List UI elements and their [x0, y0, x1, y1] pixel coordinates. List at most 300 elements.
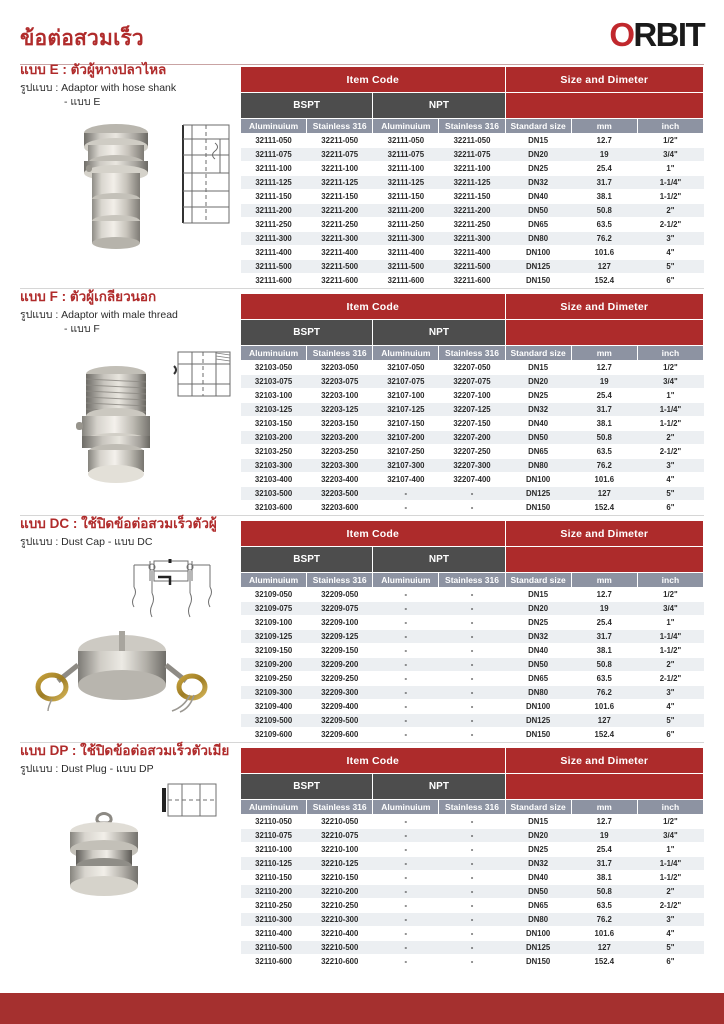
cell-inch: 1-1/2" — [637, 871, 703, 885]
header-size-and-dimeter: Size and Dimeter — [505, 67, 703, 93]
cell-npt-stainless: 32207-075 — [439, 375, 505, 389]
spec-table-head — [241, 521, 704, 588]
cell-npt-stainless: - — [439, 857, 505, 871]
cell-npt-stainless: - — [439, 815, 505, 829]
header-mm: mm — [571, 573, 637, 588]
cell-bspt-aluminium: 32111-600 — [241, 274, 307, 288]
cell-npt-stainless: - — [439, 501, 505, 515]
cell-standard-size: DN150 — [505, 955, 571, 969]
cell-standard-size: DN15 — [505, 815, 571, 829]
table-row — [241, 644, 704, 658]
cell-standard-size: DN50 — [505, 204, 571, 218]
cell-npt-stainless: 32211-125 — [439, 176, 505, 190]
cell-npt-stainless: 32207-300 — [439, 459, 505, 473]
page-title: ข้อต่อสวมเร็ว — [20, 27, 144, 50]
spec-table-body — [241, 588, 704, 742]
cell-npt-aluminium: - — [373, 955, 439, 969]
cell-inch: 2-1/2" — [637, 445, 703, 459]
header-size-filler — [505, 320, 703, 346]
cell-standard-size: DN20 — [505, 148, 571, 162]
cell-bspt-stainless: 32211-600 — [307, 274, 373, 288]
cell-npt-stainless: - — [439, 644, 505, 658]
section-subtitle-line1: รูปแบบ : Adaptor with hose shank — [20, 81, 177, 94]
cell-npt-stainless: - — [439, 630, 505, 644]
cell-npt-aluminium: 32111-100 — [373, 162, 439, 176]
cell-bspt-aluminium: 32111-075 — [241, 148, 307, 162]
header-row-columns — [241, 800, 704, 815]
cell-bspt-aluminium: 32109-400 — [241, 700, 307, 714]
cell-bspt-aluminium: 32110-500 — [241, 941, 307, 955]
cell-npt-aluminium: - — [373, 644, 439, 658]
header-row-columns — [241, 573, 704, 588]
cell-bspt-stainless: 32203-100 — [307, 389, 373, 403]
cell-npt-aluminium: 32111-300 — [373, 232, 439, 246]
spec-table — [240, 520, 704, 742]
header-npt-aluminium: Aluminuium — [373, 346, 439, 361]
cell-inch: 6" — [637, 501, 703, 515]
spec-table-body — [241, 134, 704, 288]
cell-bspt-stainless: 32209-200 — [307, 658, 373, 672]
cell-inch: 1-1/4" — [637, 857, 703, 871]
cell-inch: 4" — [637, 473, 703, 487]
cell-npt-stainless: - — [439, 728, 505, 742]
cell-bspt-stainless: 32203-125 — [307, 403, 373, 417]
cell-bspt-stainless: 32210-100 — [307, 843, 373, 857]
cell-bspt-aluminium: 32111-150 — [241, 190, 307, 204]
cell-inch: 2-1/2" — [637, 218, 703, 232]
section-title: แบบ F : ตัวผู้เกลียวนอก — [20, 289, 157, 304]
table-row — [241, 148, 704, 162]
cell-inch: 6" — [637, 728, 703, 742]
cell-mm: 38.1 — [571, 871, 637, 885]
cell-npt-stainless: 32207-125 — [439, 403, 505, 417]
cell-bspt-aluminium: 32110-125 — [241, 857, 307, 871]
cell-standard-size: DN80 — [505, 459, 571, 473]
cell-bspt-stainless: 32210-125 — [307, 857, 373, 871]
cell-npt-aluminium: 32107-300 — [373, 459, 439, 473]
header-size-and-dimeter: Size and Dimeter — [505, 748, 703, 774]
cell-bspt-aluminium: 32103-125 — [241, 403, 307, 417]
cell-mm: 19 — [571, 148, 637, 162]
cell-inch: 5" — [637, 941, 703, 955]
cell-mm: 25.4 — [571, 389, 637, 403]
cell-standard-size: DN80 — [505, 232, 571, 246]
cell-npt-aluminium: 32107-250 — [373, 445, 439, 459]
header-npt: NPT — [373, 93, 505, 119]
cell-mm: 76.2 — [571, 459, 637, 473]
table-row — [241, 728, 704, 742]
cell-npt-stainless: 32211-100 — [439, 162, 505, 176]
cell-standard-size: DN100 — [505, 927, 571, 941]
cell-inch: 1-1/4" — [637, 403, 703, 417]
cell-standard-size: DN25 — [505, 389, 571, 403]
cell-inch: 3" — [637, 686, 703, 700]
cell-bspt-aluminium: 32103-300 — [241, 459, 307, 473]
header-size-filler — [505, 93, 703, 119]
cell-npt-stainless: - — [439, 672, 505, 686]
cell-mm: 19 — [571, 375, 637, 389]
section-subtitle — [20, 81, 232, 109]
cell-bspt-aluminium: 32109-300 — [241, 686, 307, 700]
cell-npt-aluminium: 32111-200 — [373, 204, 439, 218]
cell-bspt-stainless: 32209-600 — [307, 728, 373, 742]
cell-inch: 2" — [637, 885, 703, 899]
header-mm: mm — [571, 119, 637, 134]
cell-mm: 31.7 — [571, 857, 637, 871]
cell-bspt-stainless: 32209-300 — [307, 686, 373, 700]
cell-bspt-aluminium: 32111-300 — [241, 232, 307, 246]
cell-standard-size: DN15 — [505, 134, 571, 148]
cell-bspt-stainless: 32210-250 — [307, 899, 373, 913]
header-size-filler — [505, 547, 703, 573]
table-row — [241, 658, 704, 672]
cell-standard-size: DN32 — [505, 403, 571, 417]
cell-bspt-stainless: 32209-400 — [307, 700, 373, 714]
cell-standard-size: DN15 — [505, 588, 571, 602]
cell-npt-aluminium: - — [373, 487, 439, 501]
cell-standard-size: DN65 — [505, 672, 571, 686]
cell-npt-aluminium: - — [373, 728, 439, 742]
cell-npt-stainless: - — [439, 955, 505, 969]
spec-table-column — [240, 289, 704, 515]
cell-bspt-aluminium: 32110-600 — [241, 955, 307, 969]
table-row — [241, 885, 704, 899]
cell-inch: 1" — [637, 162, 703, 176]
cell-npt-stainless: 32207-050 — [439, 361, 505, 375]
cell-standard-size: DN25 — [505, 162, 571, 176]
product-artwork — [20, 555, 232, 731]
cell-inch: 1/2" — [637, 361, 703, 375]
header-npt: NPT — [373, 320, 505, 346]
cell-bspt-aluminium: 32103-050 — [241, 361, 307, 375]
cell-bspt-aluminium: 32109-050 — [241, 588, 307, 602]
section-subtitle-line1: รูปแบบ : Dust Plug - แบบ DP — [20, 762, 154, 775]
cell-npt-stainless: - — [439, 686, 505, 700]
cell-bspt-stainless: 32211-050 — [307, 134, 373, 148]
cell-npt-aluminium: 32107-050 — [373, 361, 439, 375]
cell-npt-aluminium: 32107-100 — [373, 389, 439, 403]
cell-npt-aluminium: - — [373, 630, 439, 644]
table-row — [241, 714, 704, 728]
section-info-column — [20, 289, 232, 515]
cell-standard-size: DN65 — [505, 218, 571, 232]
table-row — [241, 246, 704, 260]
cell-inch: 6" — [637, 955, 703, 969]
cell-npt-aluminium: - — [373, 857, 439, 871]
cell-bspt-stainless: 32211-200 — [307, 204, 373, 218]
cell-standard-size: DN100 — [505, 473, 571, 487]
header-mm: mm — [571, 800, 637, 815]
cell-mm: 101.6 — [571, 927, 637, 941]
cell-standard-size: DN40 — [505, 871, 571, 885]
cell-bspt-aluminium: 32103-200 — [241, 431, 307, 445]
header-item-code: Item Code — [241, 521, 506, 547]
cell-npt-aluminium: 32107-400 — [373, 473, 439, 487]
cell-npt-aluminium: 32111-075 — [373, 148, 439, 162]
spec-table-head — [241, 748, 704, 815]
cell-npt-stainless: 32207-250 — [439, 445, 505, 459]
cell-standard-size: DN40 — [505, 417, 571, 431]
table-row — [241, 204, 704, 218]
table-row — [241, 134, 704, 148]
cell-mm: 76.2 — [571, 232, 637, 246]
header-bspt: BSPT — [241, 320, 373, 346]
cell-bspt-aluminium: 32110-075 — [241, 829, 307, 843]
cell-npt-aluminium: - — [373, 588, 439, 602]
cell-mm: 12.7 — [571, 361, 637, 375]
cell-bspt-aluminium: 32109-100 — [241, 616, 307, 630]
cell-bspt-stainless: 32210-400 — [307, 927, 373, 941]
cell-standard-size: DN20 — [505, 829, 571, 843]
cell-standard-size: DN80 — [505, 913, 571, 927]
header-bspt-aluminium: Aluminuium — [241, 119, 307, 134]
header-item-code: Item Code — [241, 748, 506, 774]
logo-letter-o: O — [609, 16, 634, 53]
cell-npt-stainless: - — [439, 714, 505, 728]
cell-npt-stainless: - — [439, 588, 505, 602]
header-row-columns — [241, 346, 704, 361]
header-standard-size: Standard size — [505, 573, 571, 588]
cell-mm: 19 — [571, 829, 637, 843]
section-title: แบบ DC : ใช้ปิดข้อต่อสวมเร็วตัวผู้ — [20, 516, 217, 531]
header-npt-stainless: Stainless 316 — [439, 119, 505, 134]
section-title: แบบ E : ตัวผู้หางปลาไหล — [20, 62, 167, 77]
cell-inch: 2-1/2" — [637, 672, 703, 686]
spec-table-body — [241, 815, 704, 969]
header-inch: inch — [637, 573, 703, 588]
cell-bspt-stainless: 32211-075 — [307, 148, 373, 162]
table-row — [241, 616, 704, 630]
header-npt: NPT — [373, 774, 505, 800]
header-row-standard — [241, 320, 704, 346]
table-row — [241, 260, 704, 274]
table-row — [241, 389, 704, 403]
cell-inch: 4" — [637, 927, 703, 941]
header-size-filler — [505, 774, 703, 800]
cell-standard-size: DN80 — [505, 686, 571, 700]
cell-npt-stainless: - — [439, 829, 505, 843]
section-subtitle — [20, 762, 232, 776]
cell-inch: 5" — [637, 487, 703, 501]
cell-inch: 1" — [637, 616, 703, 630]
spec-table-head — [241, 294, 704, 361]
cell-npt-aluminium: - — [373, 501, 439, 515]
adaptor-male-thread-photo — [58, 364, 174, 492]
cell-npt-aluminium: - — [373, 672, 439, 686]
cell-bspt-aluminium: 32103-250 — [241, 445, 307, 459]
cell-inch: 4" — [637, 700, 703, 714]
product-artwork — [20, 115, 232, 267]
cell-bspt-aluminium: 32103-100 — [241, 389, 307, 403]
cell-standard-size: DN150 — [505, 501, 571, 515]
cell-bspt-stainless: 32209-050 — [307, 588, 373, 602]
header-bspt-stainless: Stainless 316 — [307, 800, 373, 815]
dust-cap-drawing — [124, 557, 220, 623]
cell-bspt-aluminium: 32111-500 — [241, 260, 307, 274]
cell-bspt-stainless: 32203-200 — [307, 431, 373, 445]
cell-standard-size: DN32 — [505, 176, 571, 190]
cell-mm: 127 — [571, 260, 637, 274]
spec-table-column — [240, 62, 704, 288]
cell-npt-aluminium: - — [373, 913, 439, 927]
table-row — [241, 431, 704, 445]
cell-mm: 25.4 — [571, 843, 637, 857]
cell-npt-stainless: 32211-400 — [439, 246, 505, 260]
section-title: แบบ DP : ใช้ปิดข้อต่อสวมเร็วตัวเมีย — [20, 743, 230, 758]
header-npt-aluminium: Aluminuium — [373, 800, 439, 815]
header-row-standard — [241, 93, 704, 119]
cell-inch: 3" — [637, 459, 703, 473]
cell-bspt-aluminium: 32103-150 — [241, 417, 307, 431]
section-info-column — [20, 62, 232, 288]
spec-table — [240, 66, 704, 288]
cell-bspt-stainless: 32211-100 — [307, 162, 373, 176]
table-row — [241, 686, 704, 700]
cell-npt-stainless: 32211-300 — [439, 232, 505, 246]
cell-inch: 5" — [637, 260, 703, 274]
cell-mm: 25.4 — [571, 162, 637, 176]
cell-bspt-stainless: 32203-300 — [307, 459, 373, 473]
header-item-code: Item Code — [241, 67, 506, 93]
table-row — [241, 176, 704, 190]
cell-npt-aluminium: - — [373, 871, 439, 885]
header-row-standard — [241, 774, 704, 800]
cell-bspt-stainless: 32209-125 — [307, 630, 373, 644]
table-row — [241, 445, 704, 459]
cell-standard-size: DN20 — [505, 375, 571, 389]
table-row — [241, 361, 704, 375]
cell-inch: 4" — [637, 246, 703, 260]
cell-npt-stainless: 32207-100 — [439, 389, 505, 403]
cell-inch: 1" — [637, 843, 703, 857]
cell-npt-aluminium: 32111-250 — [373, 218, 439, 232]
cell-bspt-aluminium: 32109-600 — [241, 728, 307, 742]
cell-inch: 1/2" — [637, 815, 703, 829]
adaptor-hose-shank-photo — [62, 119, 170, 251]
cell-npt-aluminium: - — [373, 714, 439, 728]
cell-bspt-aluminium: 32110-100 — [241, 843, 307, 857]
cell-bspt-stainless: 32210-150 — [307, 871, 373, 885]
cell-bspt-aluminium: 32103-400 — [241, 473, 307, 487]
cell-inch: 1/2" — [637, 588, 703, 602]
spec-table — [240, 293, 704, 515]
cell-inch: 2-1/2" — [637, 899, 703, 913]
cell-mm: 31.7 — [571, 176, 637, 190]
cell-mm: 152.4 — [571, 728, 637, 742]
header-row-columns — [241, 119, 704, 134]
cell-npt-aluminium: - — [373, 927, 439, 941]
cell-mm: 50.8 — [571, 204, 637, 218]
cell-npt-aluminium: - — [373, 602, 439, 616]
table-row — [241, 700, 704, 714]
cell-inch: 2" — [637, 658, 703, 672]
cell-npt-aluminium: 32111-150 — [373, 190, 439, 204]
section-subtitle-line2: - แบบ F — [64, 323, 100, 336]
cell-mm: 38.1 — [571, 190, 637, 204]
table-row — [241, 899, 704, 913]
cell-bspt-stainless: 32211-300 — [307, 232, 373, 246]
cell-bspt-aluminium: 32111-125 — [241, 176, 307, 190]
cell-bspt-aluminium: 32109-250 — [241, 672, 307, 686]
cell-bspt-stainless: 32210-300 — [307, 913, 373, 927]
cell-npt-aluminium: 32111-050 — [373, 134, 439, 148]
cell-bspt-aluminium: 32111-050 — [241, 134, 307, 148]
cell-mm: 101.6 — [571, 246, 637, 260]
cell-bspt-aluminium: 32110-400 — [241, 927, 307, 941]
cell-npt-aluminium: - — [373, 899, 439, 913]
cell-npt-aluminium: 32107-200 — [373, 431, 439, 445]
cell-mm: 101.6 — [571, 473, 637, 487]
cell-npt-aluminium: - — [373, 843, 439, 857]
cell-inch: 1-1/2" — [637, 417, 703, 431]
table-row — [241, 232, 704, 246]
section-info-column — [20, 743, 232, 969]
cell-inch: 3" — [637, 232, 703, 246]
cell-inch: 6" — [637, 274, 703, 288]
section-subtitle-line2: - แบบ E — [64, 96, 101, 109]
cell-mm: 76.2 — [571, 686, 637, 700]
cell-bspt-aluminium: 32110-300 — [241, 913, 307, 927]
cell-standard-size: DN125 — [505, 487, 571, 501]
spec-table-column — [240, 743, 704, 969]
cell-bspt-aluminium: 32110-050 — [241, 815, 307, 829]
cell-inch: 2" — [637, 431, 703, 445]
table-row — [241, 927, 704, 941]
section-subtitle-line1: รูปแบบ : Adaptor with male thread — [20, 308, 178, 321]
cell-standard-size: DN32 — [505, 630, 571, 644]
header-size-and-dimeter: Size and Dimeter — [505, 294, 703, 320]
cell-standard-size: DN50 — [505, 885, 571, 899]
logo-letters-rbit: RBIT — [633, 16, 704, 53]
product-artwork — [20, 782, 232, 932]
cell-bspt-aluminium: 32110-250 — [241, 899, 307, 913]
orbit-logo — [609, 18, 704, 51]
header-npt-aluminium: Aluminuium — [373, 573, 439, 588]
cell-bspt-stainless: 32203-150 — [307, 417, 373, 431]
cell-bspt-aluminium: 32103-600 — [241, 501, 307, 515]
header-standard-size: Standard size — [505, 800, 571, 815]
cell-bspt-aluminium: 32111-200 — [241, 204, 307, 218]
cell-mm: 50.8 — [571, 431, 637, 445]
product-section — [0, 516, 724, 742]
table-row — [241, 501, 704, 515]
section-subtitle-line1: รูปแบบ : Dust Cap - แบบ DC — [20, 535, 153, 548]
footer-band — [0, 993, 724, 1024]
cell-bspt-stainless: 32203-250 — [307, 445, 373, 459]
cell-bspt-aluminium: 32110-150 — [241, 871, 307, 885]
cell-inch: 3/4" — [637, 829, 703, 843]
cell-npt-stainless: - — [439, 487, 505, 501]
cell-standard-size: DN15 — [505, 361, 571, 375]
page-header — [0, 0, 724, 62]
table-row — [241, 815, 704, 829]
cell-inch: 1-1/2" — [637, 190, 703, 204]
cell-mm: 127 — [571, 941, 637, 955]
cell-npt-aluminium: - — [373, 941, 439, 955]
cell-mm: 50.8 — [571, 885, 637, 899]
table-row — [241, 588, 704, 602]
cell-mm: 63.5 — [571, 445, 637, 459]
cell-inch: 3" — [637, 913, 703, 927]
cell-npt-stainless: - — [439, 871, 505, 885]
table-row — [241, 913, 704, 927]
table-row — [241, 190, 704, 204]
cell-standard-size: DN50 — [505, 431, 571, 445]
header-inch: inch — [637, 800, 703, 815]
cell-mm: 76.2 — [571, 913, 637, 927]
header-bspt-aluminium: Aluminuium — [241, 573, 307, 588]
cell-bspt-stainless: 32211-400 — [307, 246, 373, 260]
